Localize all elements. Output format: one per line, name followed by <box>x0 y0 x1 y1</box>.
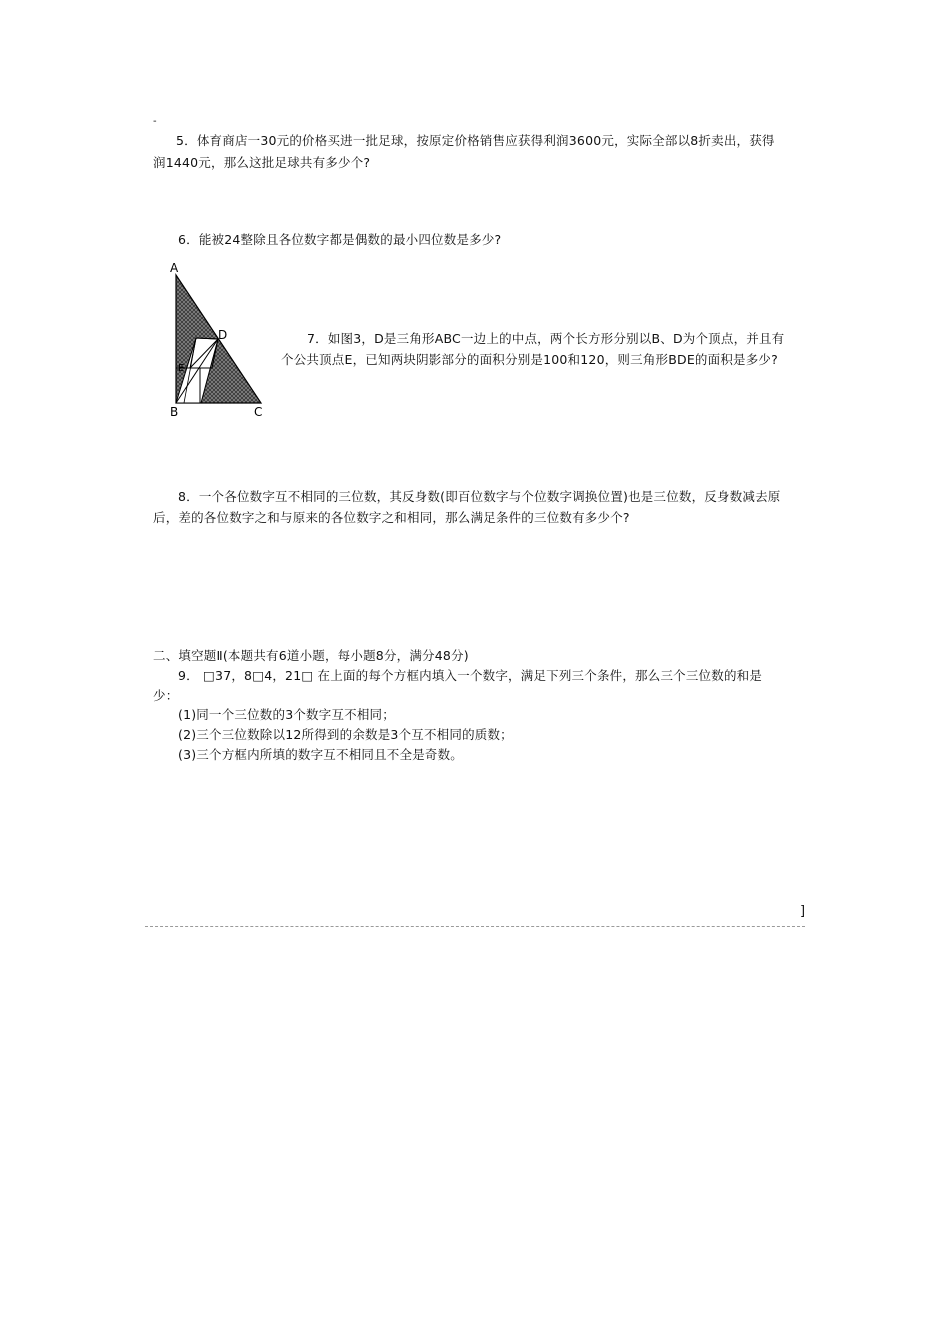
question-8-line-1: 8．一个各位数字互不相同的三位数，其反身数(即百位数字与个位数字调换位置)也是三位数，反身数减去原 <box>178 489 781 504</box>
question-8-line-2: 后，差的各位数字之和与原来的各位数字之和相同，那么满足条件的三位数有多少个? <box>153 510 630 525</box>
label-b: B <box>170 405 179 419</box>
question-9-condition-3: (3)三个方框内所填的数字互不相同且不全是奇数。 <box>178 747 464 762</box>
page-mark-dash: - <box>153 116 157 127</box>
question-5-line-2: 润1440元，那么这批足球共有多少个? <box>153 155 371 170</box>
page-mark-bracket: ] <box>800 904 806 919</box>
section-2-title: 二、填空题Ⅱ(本题共有6道小题，每小题8分，满分48分) <box>153 648 469 663</box>
label-a: A <box>170 261 179 275</box>
dashed-separator <box>145 926 805 927</box>
question-7-line-2: 个公共顶点E，已知两块阴影部分的面积分别是100和120，则三角形BDE的面积是多少? <box>281 352 778 367</box>
label-c: C <box>254 405 263 419</box>
question-5-line-1: 5．体育商店一30元的价格买进一批足球，按原定价格销售应获得利润3600元，实际全部以8折卖出，获得 <box>176 133 775 148</box>
question-9-line-2: 少： <box>153 688 179 703</box>
question-7-line-1: 7．如图3，D是三角形ABC一边上的中点，两个长方形分别以B、D为个顶点，并且有 <box>307 331 785 346</box>
label-d: D <box>218 328 228 342</box>
question-9-line-1: 9． □37，8□4，21□ 在上面的每个方框内填入一个数字，满足下列三个条件，那么三个三位数的和是 <box>178 668 763 683</box>
question-9-condition-2: (2)三个三位数除以12所得到的余数是3个互不相同的质数； <box>178 727 513 742</box>
question-6-text: 6．能被24整除且各位数字都是偶数的最小四位数是多少? <box>178 232 502 247</box>
label-e: E <box>178 363 185 374</box>
question-9-condition-1: (1)同一个三位数的3个数字互不相同； <box>178 707 395 722</box>
triangle-figure <box>166 260 276 420</box>
